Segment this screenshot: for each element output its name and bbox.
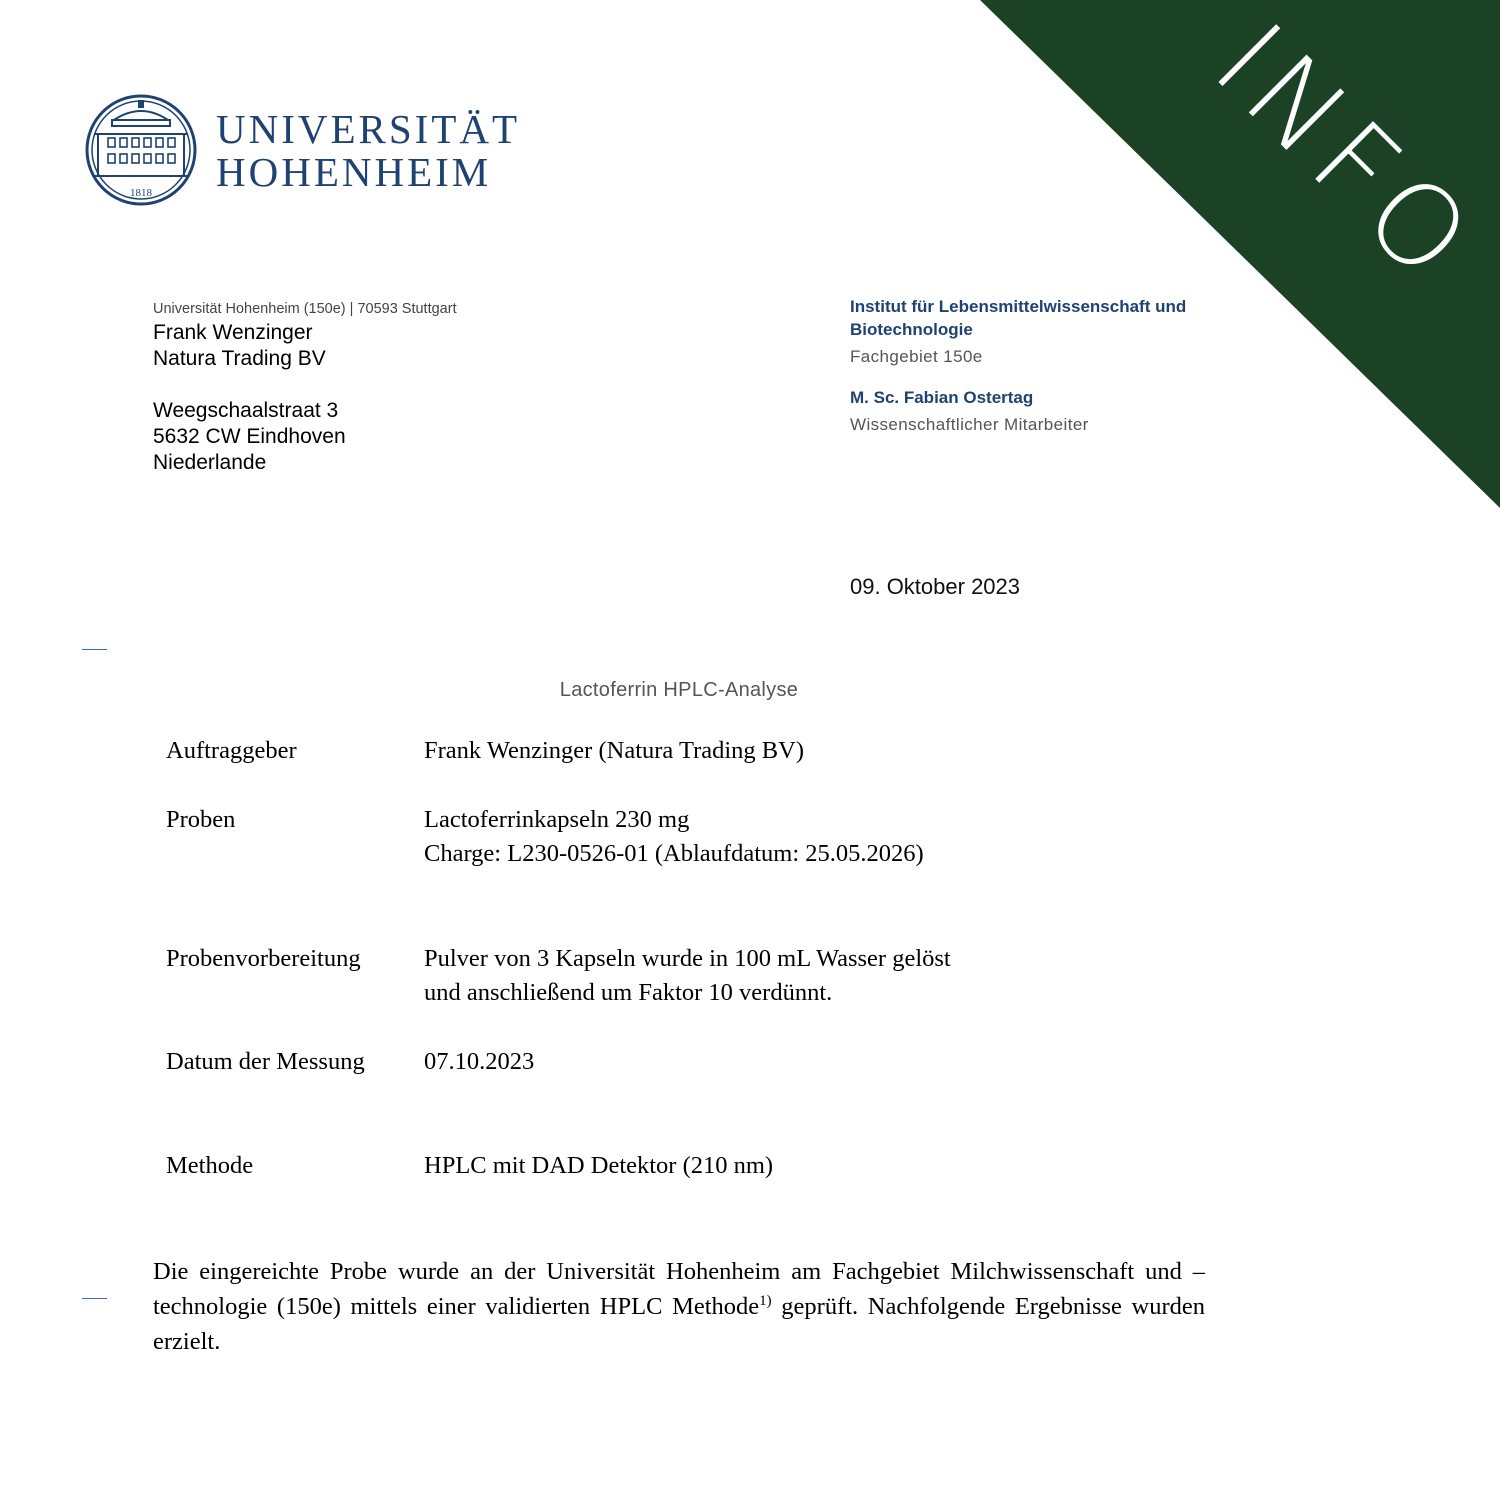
contact-person: M. Sc. Fabian Ostertag [850,388,1034,407]
recipient-address [153,320,346,476]
corner-banner-label: INFO [1189,0,1500,311]
paragraph-text: Die eingereichte Probe wurde an der Universität Hohenheim am Fachgebiet Milchwissenschaft und –technologie (150e) mittels einer validierten HPLC Methode [153,1258,1205,1320]
detail-label: Probenvorbereitung [166,945,361,972]
university-wordmark [216,108,520,194]
paragraph-text-continued: geprüft. Nachfolgende Ergebnisse wurden erzielt. [153,1293,1205,1355]
footnote-reference: 1) [759,1292,772,1309]
detail-value: HPLC mit DAD Detektor (210 nm) [424,1152,774,1179]
detail-label: Datum der Messung [166,1048,365,1075]
institute-block [850,295,1186,436]
result-intro-paragraph [153,1254,1205,1359]
punch-mark [82,1298,107,1299]
institute-department: Fachgebiet 150e [850,347,983,366]
seal-year: 1818 [130,187,152,199]
sender-return-address: Universität Hohenheim (150e) | 70593 Stuttgart [153,301,457,317]
detail-value-line: Lactoferrinkapseln 230 mg [424,806,690,833]
detail-value: 07.10.2023 [424,1048,535,1075]
recipient-country: Niederlande [153,451,267,474]
detail-label: Auftraggeber [166,737,297,764]
institute-name-line-2: Biotechnologie [850,320,973,339]
detail-label: Methode [166,1152,254,1179]
contact-role: Wissenschaftlicher Mitarbeiter [850,415,1089,434]
recipient-company: Natura Trading BV [153,347,326,370]
document-title: Lactoferrin HPLC-Analyse [559,679,799,701]
detail-value-line: Charge: L230-0526-01 (Ablaufdatum: 25.05.2026) [424,840,924,867]
detail-value-line: Pulver von 3 Kapseln wurde in 100 mL Wasser gelöst [424,945,951,972]
detail-value [424,942,1164,1010]
detail-value [424,803,1164,871]
detail-value: Frank Wenzinger (Natura Trading BV) [424,737,804,764]
fold-mark [82,649,107,650]
wordmark-line-1: UNIVERSITÄT [216,106,521,152]
recipient-city: 5632 CW Eindhoven [153,425,346,448]
detail-value-line: und anschließend um Faktor 10 verdünnt. [424,979,833,1006]
recipient-name: Frank Wenzinger [153,321,313,344]
letter-date: 09. Oktober 2023 [850,574,1021,599]
institute-name-line-1: Institut für Lebensmittelwissenschaft und [850,297,1187,316]
detail-label: Proben [166,806,236,833]
wordmark-line-2: HOHENHEIM [216,149,492,195]
recipient-street: Weegschaalstraat 3 [153,399,339,422]
